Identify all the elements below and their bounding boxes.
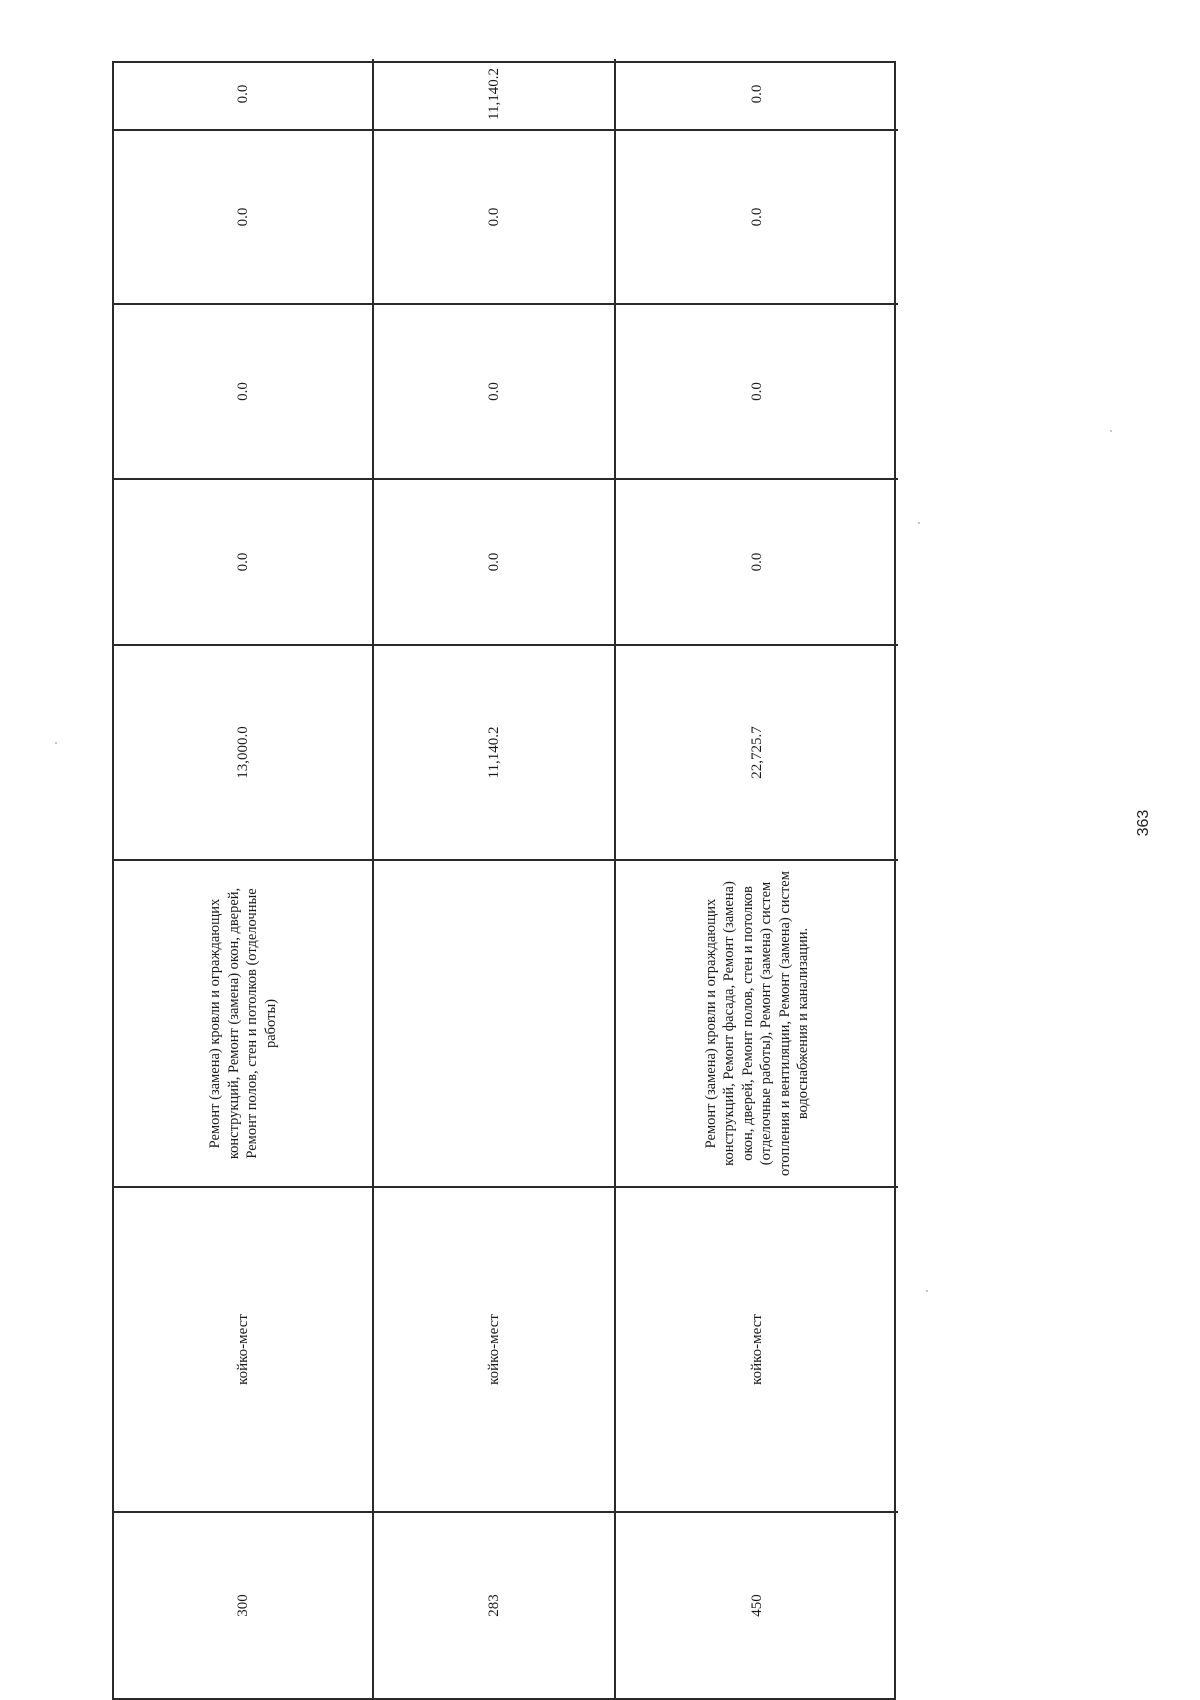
page-number: 363 bbox=[1135, 809, 1152, 837]
value-cell-3: 0.0 bbox=[114, 129, 374, 303]
capacity-cell: 283 bbox=[374, 1511, 616, 1698]
scan-speck bbox=[1110, 430, 1112, 432]
total-cost-cell: 22,725.7 bbox=[616, 644, 898, 859]
value-cell-2: 0.0 bbox=[616, 303, 898, 478]
value-cell-4: 11,140.2 bbox=[374, 59, 616, 129]
works-description-cell: Ремонт (замена) кровли и ограждающих конструкций, Ремонт (замена) окон, дверей, Ремонт полов, стен и потолков (отделочные работы) bbox=[114, 859, 374, 1186]
data-table bbox=[112, 61, 896, 1700]
value-cell-2: 0.0 bbox=[114, 303, 374, 478]
value-cell-1: 0.0 bbox=[114, 478, 374, 644]
unit-cell: койко-мест bbox=[114, 1186, 374, 1511]
value-cell-4: 0.0 bbox=[748, 84, 765, 104]
value-cell-1: 0.0 bbox=[374, 478, 616, 644]
unit-cell: койко-мест bbox=[374, 1186, 616, 1511]
unit-cell: койко-мест bbox=[616, 1186, 898, 1511]
value-cell-3: 0.0 bbox=[616, 129, 898, 303]
total-cost-cell: 13,000.0 bbox=[114, 644, 374, 859]
scan-speck bbox=[926, 1290, 928, 1292]
rotated-table-container bbox=[112, 61, 896, 1700]
capacity-cell: 300 bbox=[114, 1511, 374, 1698]
scan-speck bbox=[55, 742, 57, 744]
value-cell-4: 0.0 bbox=[114, 59, 374, 129]
value-cell-1: 0.0 bbox=[616, 478, 898, 644]
works-description-cell bbox=[374, 859, 616, 1186]
capacity-cell: 450 bbox=[616, 1511, 898, 1698]
value-cell-2: 0.0 bbox=[374, 303, 616, 478]
scan-speck bbox=[918, 522, 920, 524]
works-description-cell: Ремонт (замена) кровли и ограждающих конструкций, Ремонт фасада, Ремонт (замена) окон, дверей, Ремонт полов, стен и потолков (отделочные работы), Ремонт (замена) систем отопления и вентиляции, Ремонт (замена) систем водоснабжения и канализации. bbox=[616, 859, 898, 1186]
total-cost-cell: 11,140.2 bbox=[374, 644, 616, 859]
value-cell-3: 0.0 bbox=[374, 129, 616, 303]
